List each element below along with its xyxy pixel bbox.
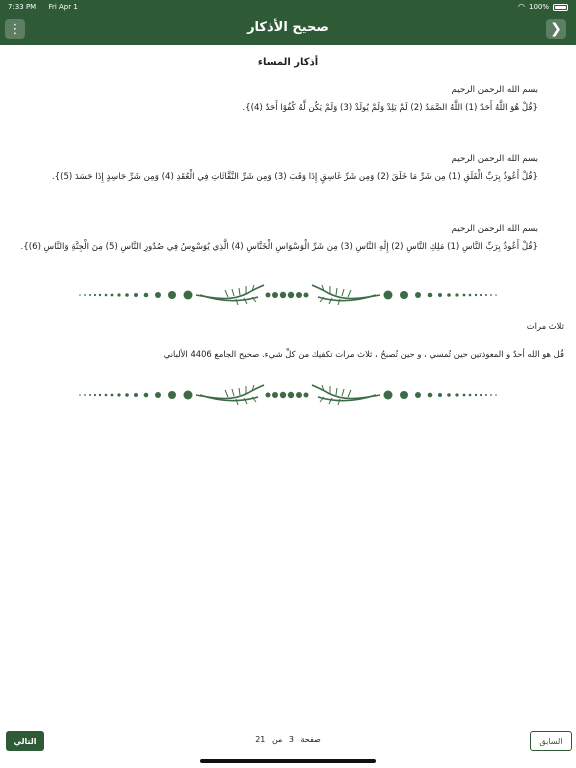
basmala: بسم الله الرحمن الرحيم [451,85,538,95]
page-title: صحيح الأذكار [247,20,329,35]
battery-percent: 100% [528,3,549,11]
repeat-note: ثلاث مرات [526,321,564,331]
verse-text: {قُلْ أَعُوذُ بِرَبِّ النَّاسِ (1) مَلِكِ النَّاسِ (2) إِلَٰهِ النَّاسِ (3) مِن شَرِّ الْوَسْوَاسِ الْخَنَّاسِ (4) الَّذِي يُوَسْوِسُ فِي صُدُورِ النَّاسِ (5) مِنَ الْجِنَّةِ وَالنَّاسِ (6)}. [20,242,538,252]
verse-text: {قُلْ أَعُوذُ بِرَبِّ الْفَلَقِ (1) مِن شَرِّ مَا خَلَقَ (2) وَمِن شَرِّ غَاسِقٍ إِذَا وَقَبَ (3) وَمِن شَرِّ النَّفَّاثَاتِ فِي الْعُقَدِ (4) وَمِن شَرِّ حَاسِدٍ إِذَا حَسَدَ (5)}. [51,172,538,182]
more-vertical-icon[interactable]: ⋮ [5,19,25,39]
page-total: 21 [255,735,266,744]
status-right [518,0,568,14]
ornament-divider-top [78,283,498,307]
status-left [8,0,88,14]
page-sep: من [271,735,283,744]
ornament-divider-bottom [78,383,498,407]
verse-text: {قُلْ هُوَ اللَّهُ أَحَدٌ (1) اللَّهُ الصَّمَدُ (2) لَمْ يَلِدْ وَلَمْ يُولَدْ (3) وَلَمْ يَكُن لَّهُ كُفُوًا أَحَدٌ (4)}. [242,103,538,113]
surah-block-ikhlas [38,83,538,115]
previous-button[interactable]: السابق [530,731,572,751]
battery-icon [553,4,568,11]
chevron-right-icon[interactable]: ❯ [546,19,566,39]
page-indicator [0,735,576,744]
status-date: Fri Apr 1 [48,3,78,11]
status-bar [0,0,576,14]
basmala: بسم الله الرحمن الرحيم [451,154,538,164]
basmala: بسم الله الرحمن الرحيم [451,224,538,234]
page-word: صفحة [300,735,321,744]
content-area [0,45,576,725]
app-header [0,0,576,45]
surah-block-nas [20,222,538,254]
page-current: 3 [288,735,294,744]
section-title: أذكار المساء [257,57,319,68]
home-indicator[interactable] [200,759,376,763]
status-time: 7:33 PM [8,3,37,11]
footer-bar [0,725,576,768]
wifi-icon: ◠ [518,2,525,11]
hadith-note: قُل هو الله أحدٌ و المعوذتين حين تُمسي ، و حين تُصبحُ ، ثلاث مرات تكفيك من كلِّ شيء. صحيح الجامع 4406 الألباني [163,349,564,359]
next-button[interactable]: التالي [6,731,44,751]
surah-block-falaq [38,152,538,184]
